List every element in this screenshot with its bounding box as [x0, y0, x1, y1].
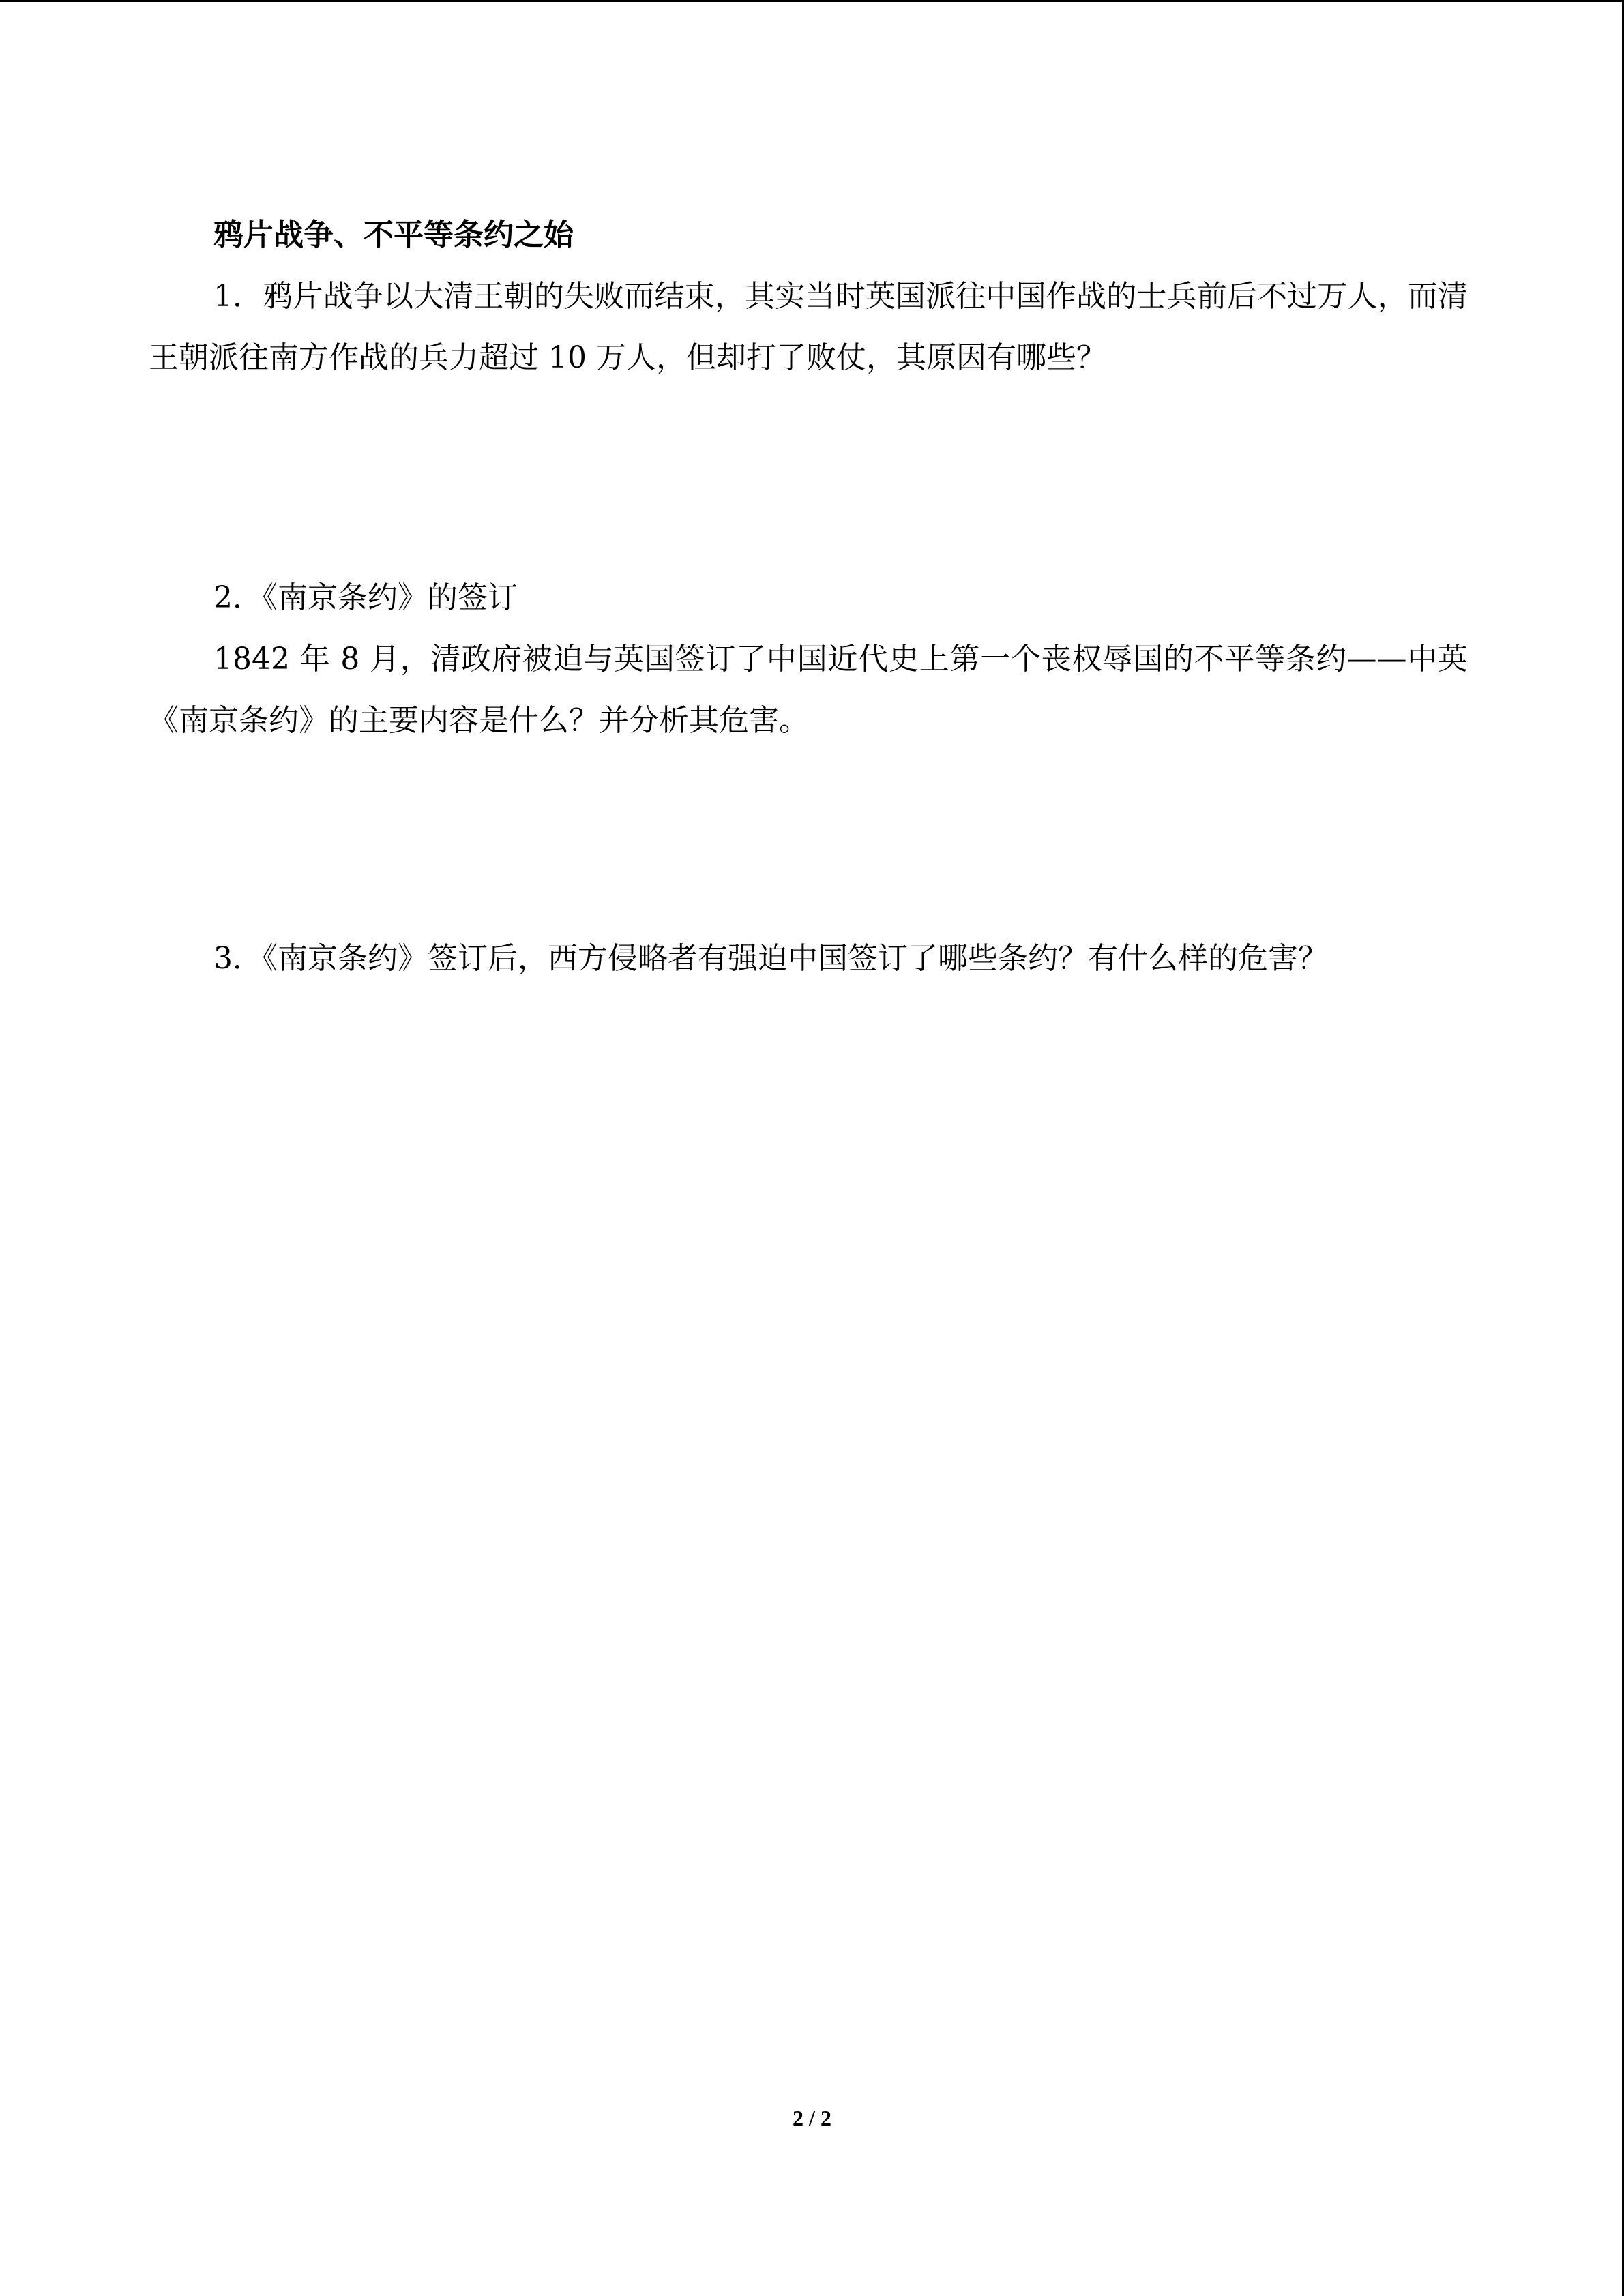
question-3: 3．《南京条约》签订后，西方侵略者有强迫中国签订了哪些条约？有什么样的危害？ — [213, 941, 1328, 976]
question-2: 1842 年 8 月，清政府被迫与英国签订了中国近代史上第一个丧权辱国的不平等条约——中英《南京条约》的主要内容是什么？并分析其危害。 — [149, 642, 1468, 738]
question-2-heading: 2．《南京条约》的签订 — [213, 580, 518, 615]
question-1: 1．鸦片战争以大清王朝的失败而结束，其实当时英国派往中国作战的士兵前后不过万人，而清王朝派往南方作战的兵力超过 10 万人，但却打了败仗，其原因有哪些？ — [149, 279, 1468, 375]
answer-space-1 — [149, 389, 1468, 567]
answer-space-2 — [149, 751, 1468, 928]
document-body — [149, 205, 1468, 989]
page-number: 2 / 2 — [793, 2106, 831, 2130]
section-title: 鸦片战争、不平等条约之始 — [213, 218, 574, 252]
